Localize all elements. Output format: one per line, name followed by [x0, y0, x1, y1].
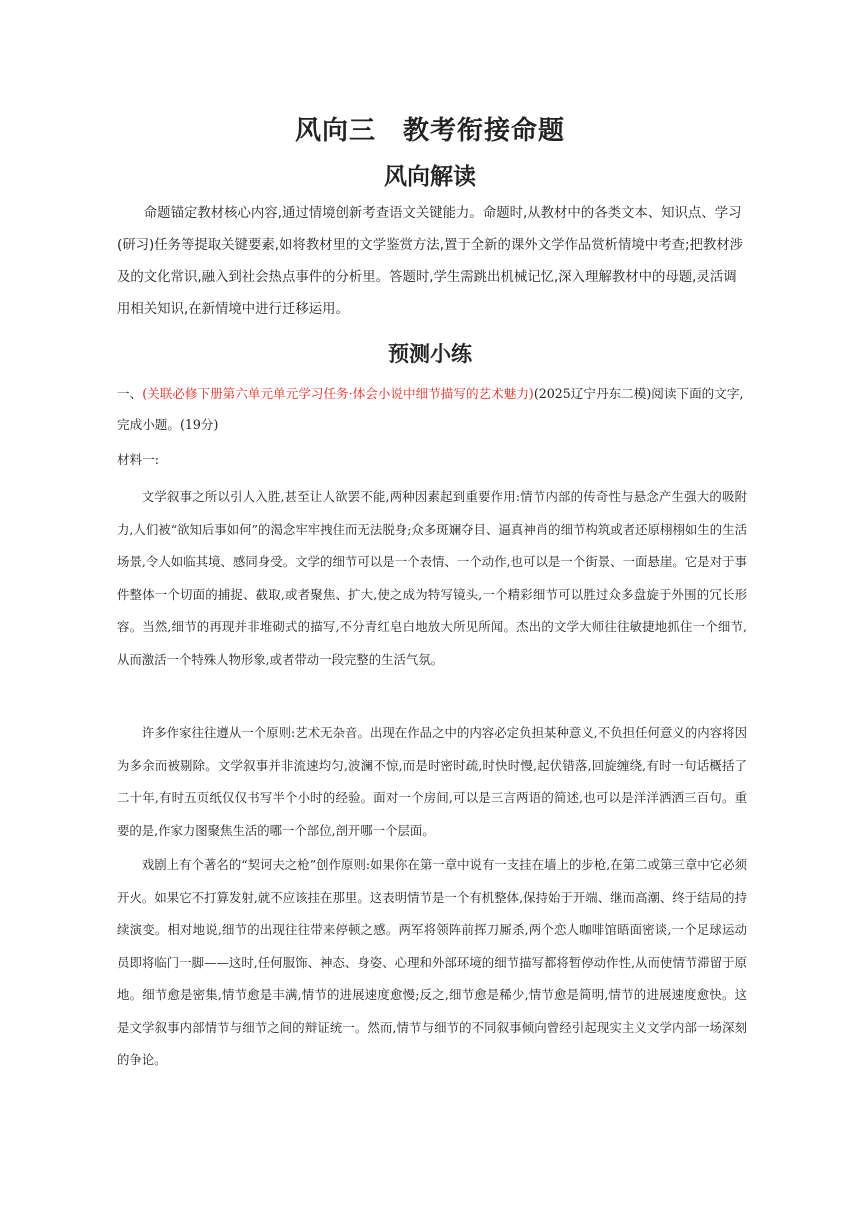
question-source: (2025辽宁丹东二模)阅读下面的文字,完成小题。(19分) [117, 386, 744, 432]
section-title: 风向三 教考衔接命题 [294, 116, 565, 146]
material-label: 材料一: [117, 452, 160, 467]
subsection-title-interpretation: 风向解读 [384, 164, 476, 190]
question-textbook-link: (关联必修下册第六单元单元学习任务·体会小说中细节描写的艺术魅力) [142, 386, 534, 401]
passage-paragraph-1: 文学叙事之所以引人入胜,甚至让人欲罢不能,两种因素起到重要作用:情节内部的传奇性与悬念产生强大的吸附力,人们被“欲知后事如何”的渴念牢牢拽住而无法脱身;众多斑斓夺目、逼真神肖的细节构筑或者还原栩栩如生的生活场景,令人如临其境、感同身受。文学的细节可以是一个表情、一个动作,也可以是一个街景、一面悬崖。它是对于事件整体一个切面的捕捉、截取,或者聚焦、扩大,使之成为特写镜头,一个精彩细节可以胜过众多盘旋于外围的冗长形容。当然,细节的再现并非堆砌式的描写,不分青红皂白地放大所见所闻。杰出的文学大师往往敏捷地抓住一个细节,从而激活一个特殊人物形象,或者带动一段完整的生活气氛。 [117, 489, 747, 667]
question-number: 一、 [117, 386, 143, 401]
subsection-title-practice: 预测小练 [388, 342, 472, 366]
passage-paragraph-2: 许多作家往往遵从一个原则:艺术无杂音。出现在作品之中的内容必定负担某种意义,不负担任何意义的内容将因为多余而被剔除。文学叙事并非流速均匀,波澜不惊,而是时密时疏,时快时慢,起伏错落,回旋缠绕,有时一句话概括了二十年,有时五页纸仅仅书写半个小时的经验。面对一个房间,可以是三言两语的简述,也可以是洋洋洒洒三百句。重要的是,作家力图聚焦生活的哪一个部位,剖开哪一个层面。 [117, 725, 747, 838]
passage-paragraph-3: 戏剧上有个著名的“契诃夫之枪”创作原则:如果你在第一章中说有一支挂在墙上的步枪,在第二或第三章中它必须开火。如果它不打算发射,就不应该挂在那里。这表明情节是一个有机整体,保持始于开端、继而高潮、终于结局的持续演变。相对地说,细节的出现往往带来停顿之感。两军将领阵前挥刀厮杀,两个恋人咖啡馆晤面密谈,一个足球运动员即将临门一脚——这时,任何服饰、神态、身姿、心理和外部环境的细节描写都将暂停动作性,从而使情节滞留于原地。细节愈是密集,情节愈是丰满,情节的进展速度愈慢;反之,细节愈是稀少,情节愈是简明,情节的进展速度愈快。这是文学叙事内部情节与细节之间的辩证统一。然而,情节与细节的不同叙事倾向曾经引起现实主义文学内部一场深刻的争论。 [117, 857, 747, 1067]
intro-paragraph: 命题锚定教材核心内容,通过情境创新考查语文关键能力。命题时,从教材中的各类文本、知识点、学习(研习)任务等提取关键要素,如将教材里的文学鉴赏方法,置于全新的课外文学作品赏析情境中考查;把教材涉及的文化常识,融入到社会热点事件的分析里。答题时,学生需跳出机械记忆,深入理解教材中的母题,灵活调用相关知识,在新情境中进行迁移运用。 [117, 206, 744, 317]
question-stem [117, 378, 747, 440]
